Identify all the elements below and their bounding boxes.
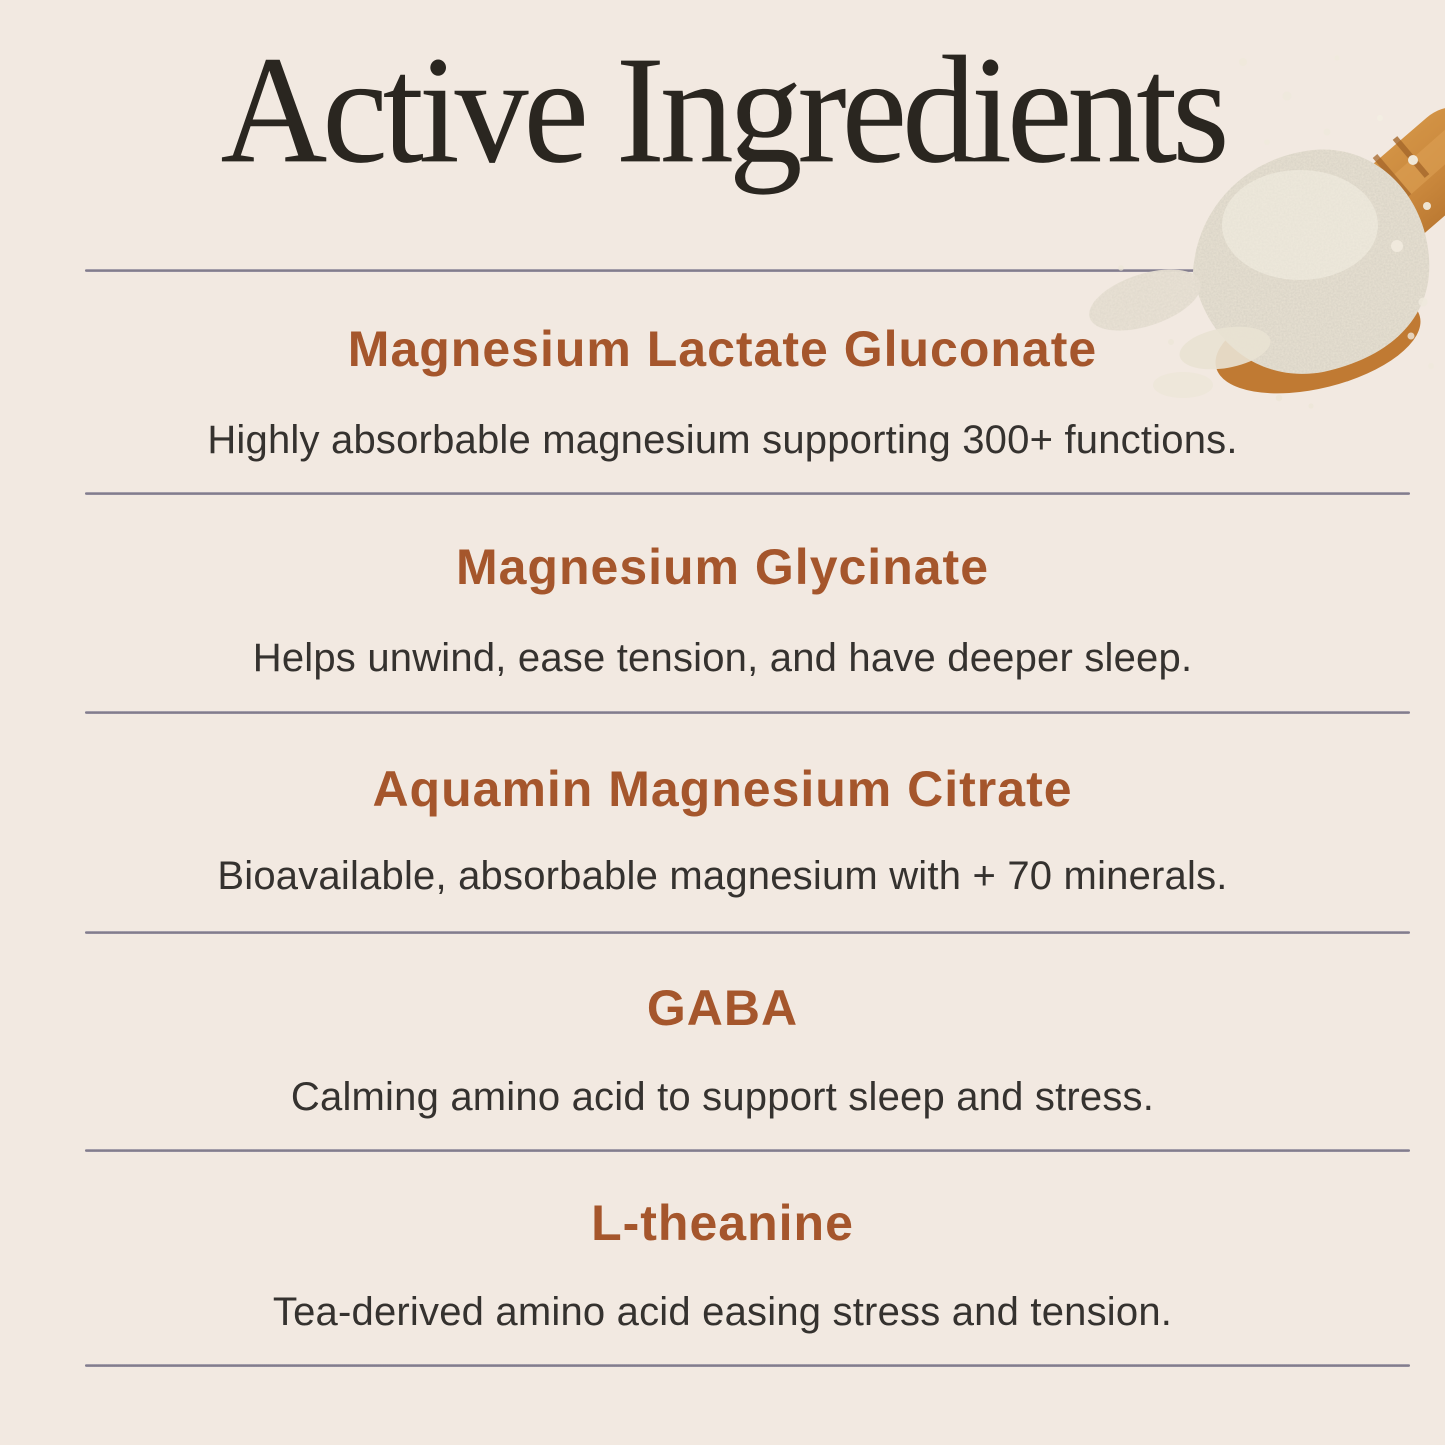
ingredient-name-l-theanine: L-theanine <box>591 1195 854 1251</box>
ingredient-description: Highly absorbable magnesium supporting 300+ functions. <box>207 418 1238 462</box>
ingredient-description: Bioavailable, absorbable magnesium with + 70 minerals. <box>217 854 1228 898</box>
wooden-spoon-powder-illustration <box>1075 0 1445 440</box>
section-divider <box>85 1364 1410 1367</box>
ingredient-name-magnesium-lactate-gluconate: Magnesium Lactate Gluconate <box>347 321 1098 377</box>
ingredient-name-gaba: GABA <box>646 980 799 1036</box>
section-divider <box>85 711 1410 714</box>
section-divider <box>85 1149 1410 1152</box>
ingredient-description: Calming amino acid to support sleep and stress. <box>290 1075 1155 1119</box>
page-title: Active Ingredients <box>220 25 1225 196</box>
ingredient-name-magnesium-glycinate: Magnesium Glycinate <box>455 539 990 595</box>
ingredient-description: Tea-derived amino acid easing stress and tension. <box>272 1290 1173 1334</box>
section-divider <box>85 931 1410 934</box>
section-divider <box>85 492 1410 495</box>
ingredient-description: Helps unwind, ease tension, and have deeper sleep. <box>252 636 1193 680</box>
ingredient-name-aquamin-magnesium-citrate: Aquamin Magnesium Citrate <box>372 761 1073 817</box>
